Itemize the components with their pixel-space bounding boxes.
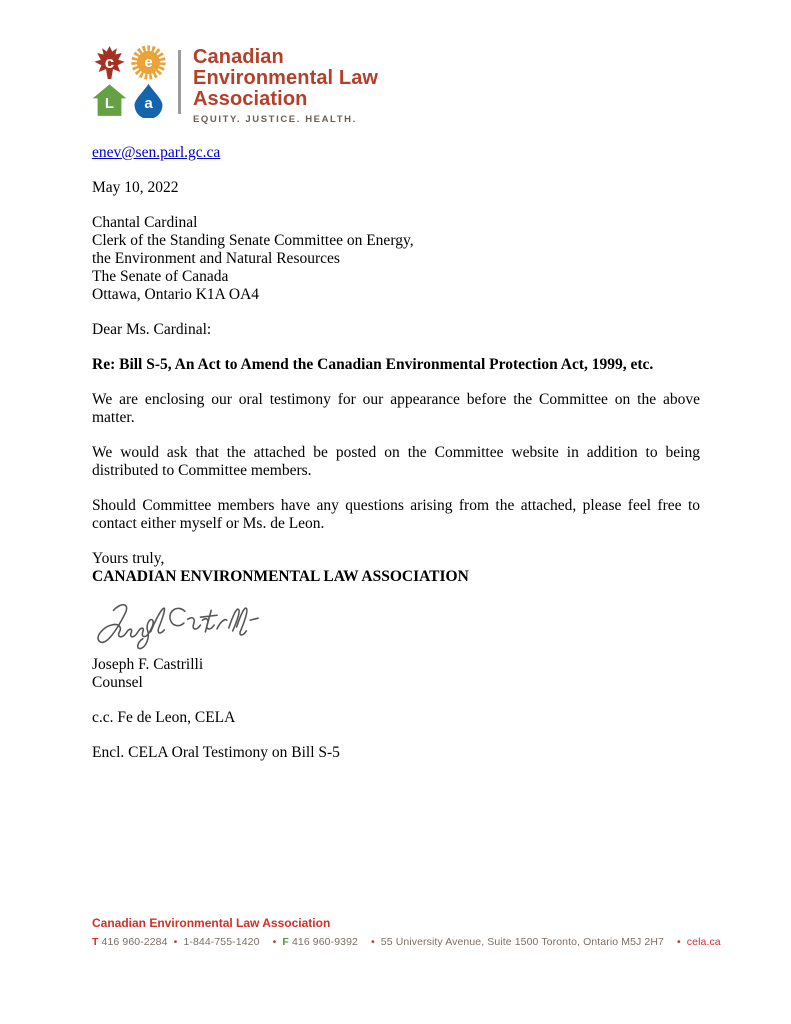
fax-number: 416 960-9392 bbox=[291, 936, 358, 948]
logo-name-line2: Environmental Law bbox=[193, 67, 379, 89]
date-line: May 10, 2022 bbox=[92, 179, 179, 196]
paragraph: We would ask that the attached be posted on the Committee website in addition to being distributed to Committee members. bbox=[92, 444, 700, 479]
leaf-letter: c bbox=[104, 53, 115, 72]
phone-label: T bbox=[92, 936, 99, 948]
email-link[interactable]: enev@sen.parl.gc.ca bbox=[92, 144, 221, 161]
logo-text bbox=[193, 45, 378, 125]
bullet-separator: • bbox=[676, 936, 681, 948]
cc-line: c.c. Fe de Leon, CELA bbox=[92, 709, 236, 726]
letter-footer bbox=[92, 916, 721, 948]
water-drop-icon bbox=[131, 83, 166, 118]
logo-divider bbox=[178, 50, 181, 114]
closing-block bbox=[92, 550, 700, 586]
footer-contact-line bbox=[92, 936, 721, 948]
signer-title: Counsel bbox=[92, 674, 143, 691]
maple-leaf-icon bbox=[92, 45, 127, 80]
bullet-separator: • bbox=[370, 936, 375, 948]
signature-image bbox=[92, 598, 700, 654]
salutation: Dear Ms. Cardinal: bbox=[92, 321, 212, 338]
address-line: The Senate of Canada bbox=[92, 268, 229, 285]
tollfree-number: 1-844-755-1420 bbox=[183, 936, 260, 948]
street-address: 55 University Avenue, Suite 1500 Toronto, Ontario M5J 2H7 bbox=[380, 936, 664, 948]
address-line: Chantal Cardinal bbox=[92, 214, 198, 231]
sun-icon bbox=[131, 45, 166, 80]
website-link[interactable]: cela.ca bbox=[686, 936, 721, 948]
address-line: Clerk of the Standing Senate Committee on Energy, bbox=[92, 232, 414, 249]
cela-logo bbox=[92, 45, 700, 123]
org-name-line: CANADIAN ENVIRONMENTAL LAW ASSOCIATION bbox=[92, 568, 469, 585]
recipient-address bbox=[92, 214, 700, 304]
logo-name-line3: Association bbox=[193, 88, 308, 110]
address-line: the Environment and Natural Resources bbox=[92, 250, 340, 267]
enclosure-line: Encl. CELA Oral Testimony on Bill S-5 bbox=[92, 744, 340, 761]
email-line bbox=[92, 144, 700, 162]
signer-name: Joseph F. Castrilli bbox=[92, 656, 204, 673]
subject-line: Re: Bill S-5, An Act to Amend the Canadian Environmental Protection Act, 1999, etc. bbox=[92, 356, 654, 373]
sun-letter: e bbox=[144, 54, 153, 71]
address-line: Ottawa, Ontario K1A OA4 bbox=[92, 286, 260, 303]
logo-tagline: EQUITY. JUSTICE. HEALTH. bbox=[193, 114, 357, 125]
closing-line: Yours truly, bbox=[92, 550, 165, 567]
cela-logo-icons bbox=[92, 45, 166, 118]
drop-letter: a bbox=[144, 94, 153, 112]
bullet-separator: • bbox=[272, 936, 277, 948]
paragraph: Should Committee members have any questions arising from the attached, please feel free to contact either myself or Ms. de Leon. bbox=[92, 497, 700, 532]
signer-block bbox=[92, 656, 700, 692]
phone-number: 416 960-2284 bbox=[101, 936, 168, 948]
bullet-separator: • bbox=[173, 936, 178, 948]
logo-name-line1: Canadian bbox=[193, 46, 284, 68]
house-icon bbox=[92, 83, 127, 118]
paragraph: We are enclosing our oral testimony for our appearance before the Committee on the above matter. bbox=[92, 391, 700, 426]
house-letter: L bbox=[104, 95, 115, 112]
fax-label: F bbox=[282, 936, 289, 948]
footer-org-name: Canadian Environmental Law Association bbox=[92, 916, 331, 930]
